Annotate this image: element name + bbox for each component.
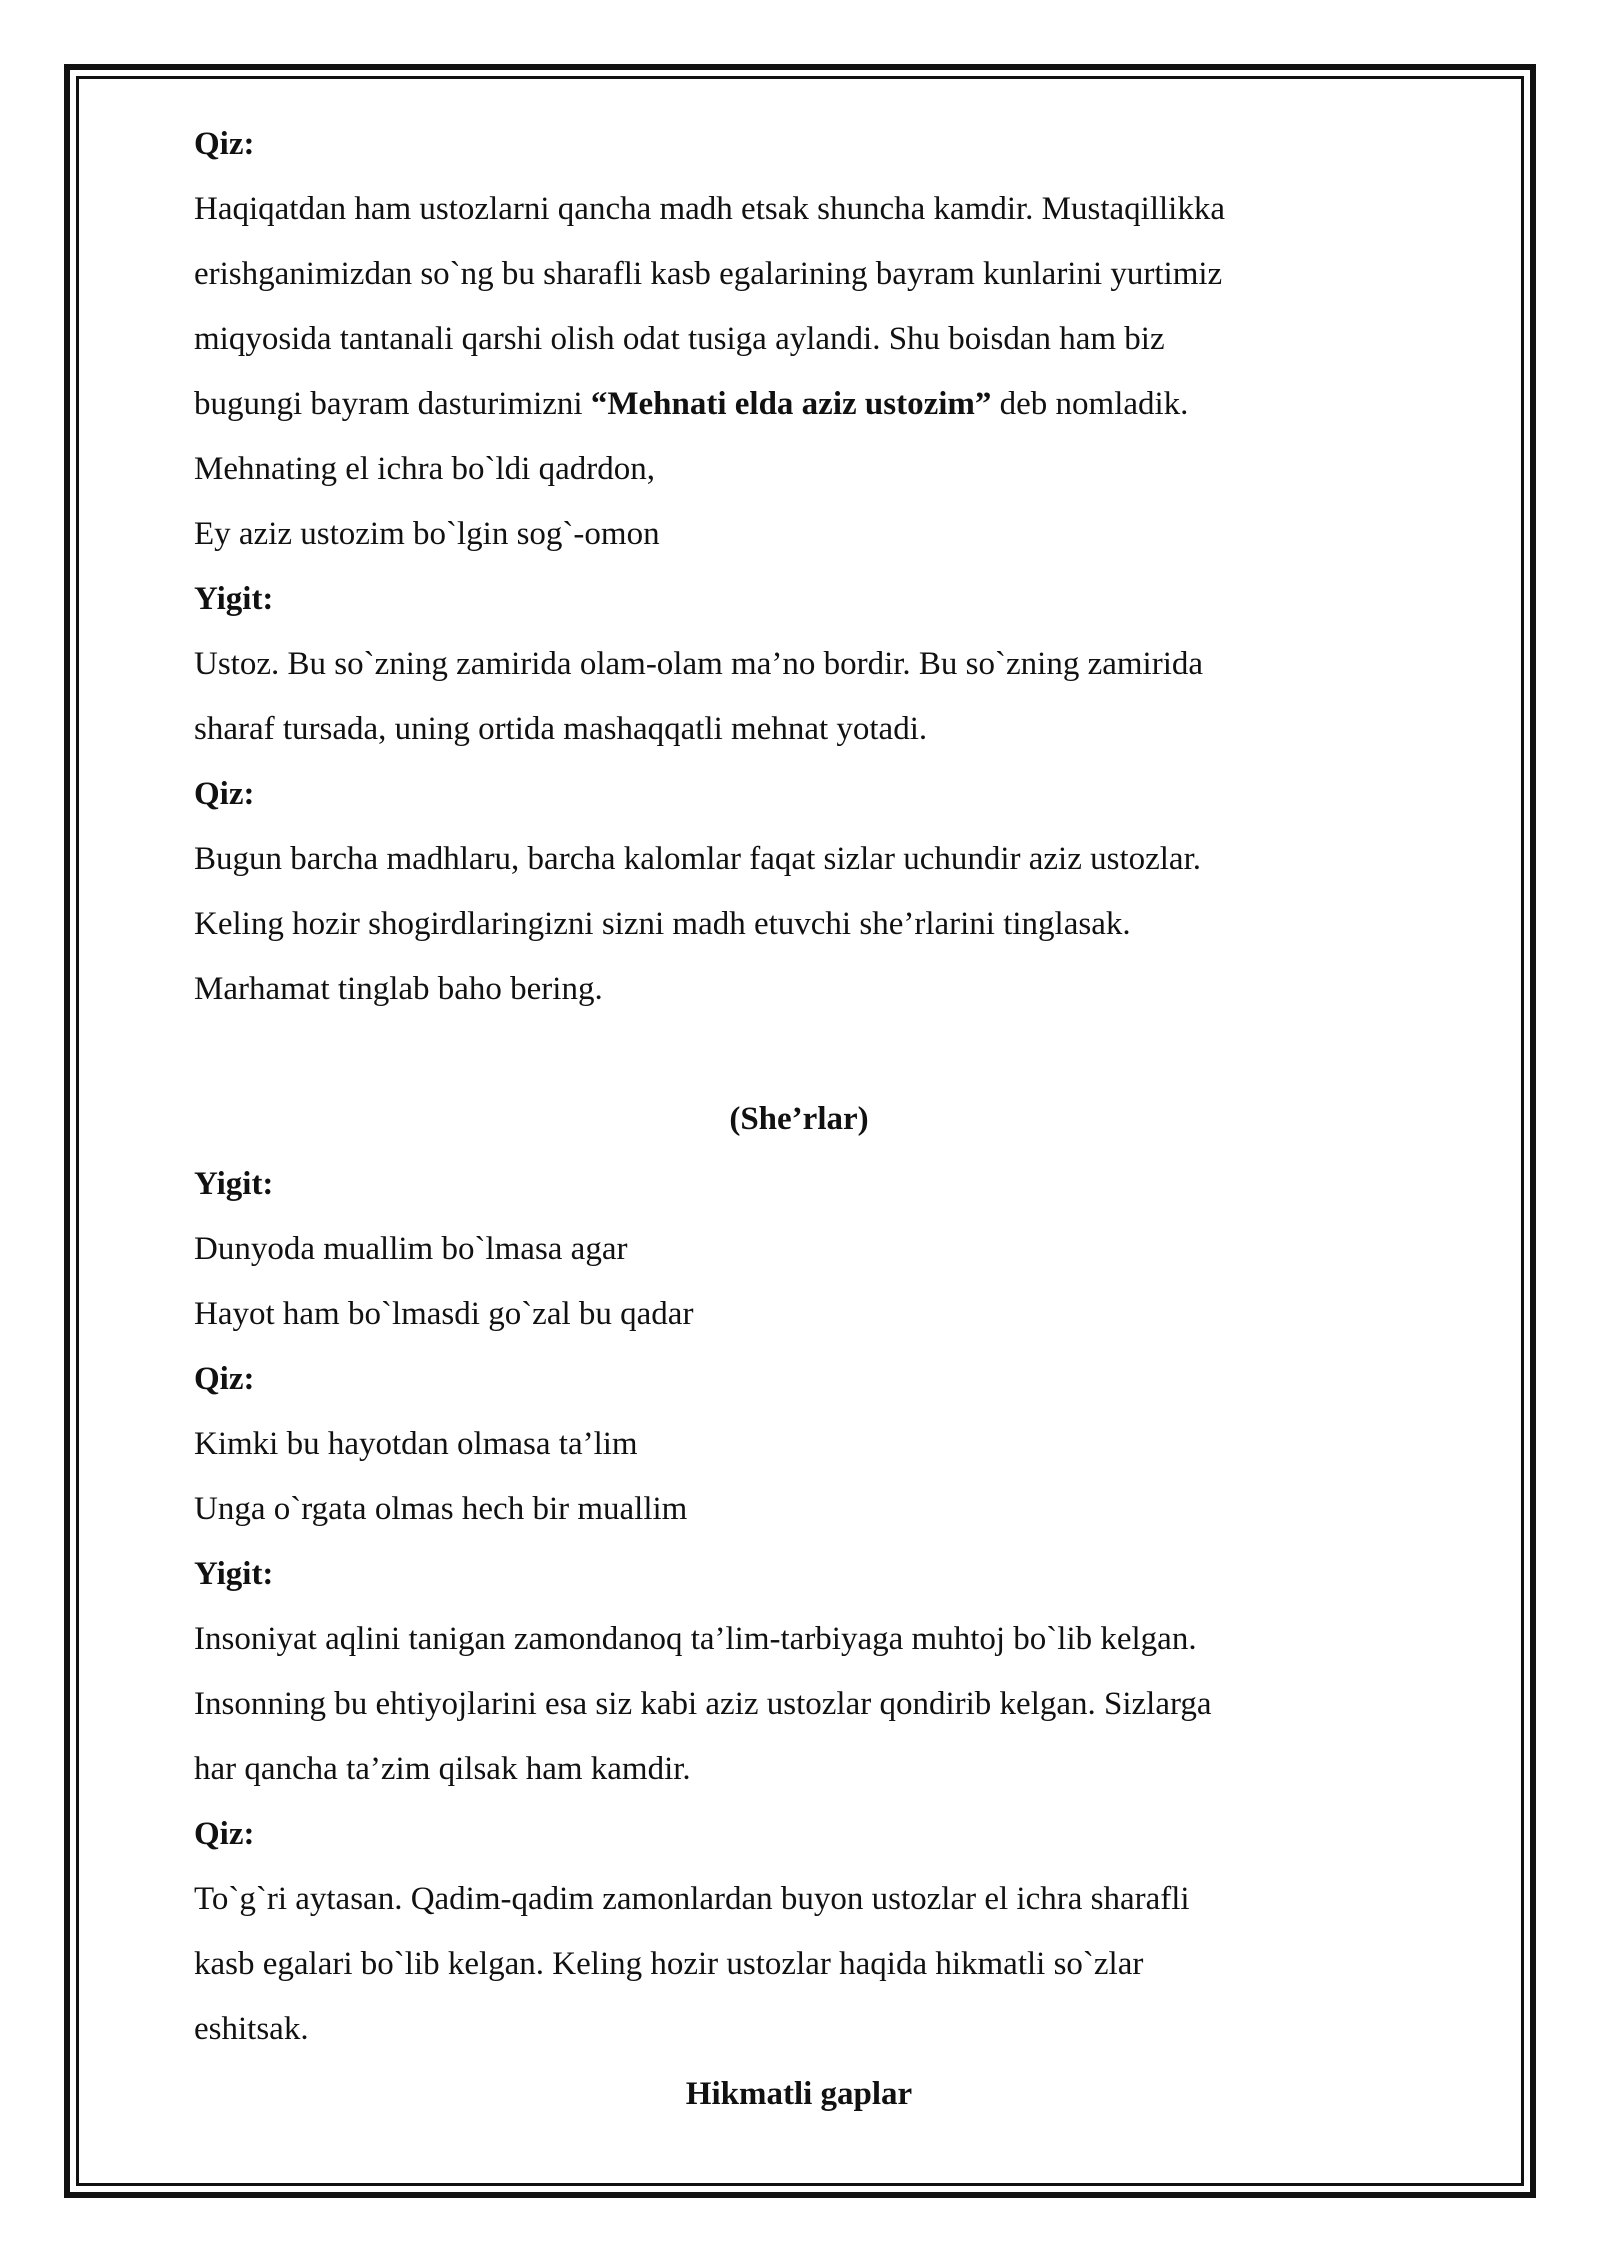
paragraph-line	[194, 372, 1404, 437]
paragraph-line: sharaf tursada, uning ortida mashaqqatli mehnat yotadi.	[194, 711, 928, 747]
speaker-label: Qiz:	[194, 1816, 255, 1852]
document-body	[194, 112, 1404, 2127]
paragraph-text: deb nomladik.	[991, 386, 1189, 422]
speaker-label: Yigit:	[194, 581, 274, 617]
blank-line	[194, 1022, 1404, 1087]
paragraph-line: miqyosida tantanali qarshi olish odat tusiga aylandi. Shu boisdan ham biz	[194, 321, 1165, 357]
verse-line: Unga o`rgata olmas hech bir muallim	[194, 1491, 688, 1527]
paragraph-line: Insonning bu ehtiyojlarini esa siz kabi aziz ustozlar qondirib kelgan. Sizlarga	[194, 1686, 1212, 1722]
paragraph-line: erishganimizdan so`ng bu sharafli kasb egalarining bayram kunlarini yurtimiz	[194, 256, 1223, 292]
paragraph-line: Keling hozir shogirdlaringizni sizni madh etuvchi she’rlarini tinglasak.	[194, 906, 1131, 942]
paragraph-line: Ustoz. Bu so`zning zamirida olam-olam ma’no bordir. Bu so`zning zamirida	[194, 646, 1204, 682]
section-heading: Hikmatli gaplar	[685, 2076, 913, 2112]
speaker-label: Yigit:	[194, 1556, 274, 1592]
paragraph-line: har qancha ta’zim qilsak ham kamdir.	[194, 1751, 691, 1787]
paragraph-line: Marhamat tinglab baho bering.	[194, 971, 603, 1007]
paragraph-line: Bugun barcha madhlaru, barcha kalomlar faqat sizlar uchundir aziz ustozlar.	[194, 841, 1201, 877]
section-heading: (She’rlar)	[729, 1101, 869, 1137]
paragraph-line: kasb egalari bo`lib kelgan. Keling hozir ustozlar haqida hikmatli so`zlar	[194, 1946, 1144, 1982]
paragraph-text: bugungi bayram dasturimizni	[194, 386, 591, 422]
speaker-label: Qiz:	[194, 1361, 255, 1397]
program-title: “Mehnati elda aziz ustozim”	[590, 386, 992, 422]
paragraph-line: eshitsak.	[194, 2011, 309, 2047]
verse-line: Kimki bu hayotdan olmasa ta’lim	[194, 1426, 638, 1462]
verse-line: Ey aziz ustozim bo`lgin sog`-omon	[194, 516, 660, 552]
speaker-label: Qiz:	[194, 776, 255, 812]
verse-line: Hayot ham bo`lmasdi go`zal bu qadar	[194, 1296, 694, 1332]
speaker-label: Yigit:	[194, 1166, 274, 1202]
speaker-label: Qiz:	[194, 126, 255, 162]
verse-line: Mehnating el ichra bo`ldi qadrdon,	[194, 451, 655, 487]
paragraph-line: Insoniyat aqlini tanigan zamondanoq ta’lim-tarbiyaga muhtoj bo`lib kelgan.	[194, 1621, 1197, 1657]
verse-line: Dunyoda muallim bo`lmasa agar	[194, 1231, 628, 1267]
paragraph-line: To`g`ri aytasan. Qadim-qadim zamonlardan buyon ustozlar el ichra sharafli	[194, 1881, 1190, 1917]
paragraph-line: Haqiqatdan ham ustozlarni qancha madh etsak shuncha kamdir. Mustaqillikka	[194, 191, 1225, 227]
